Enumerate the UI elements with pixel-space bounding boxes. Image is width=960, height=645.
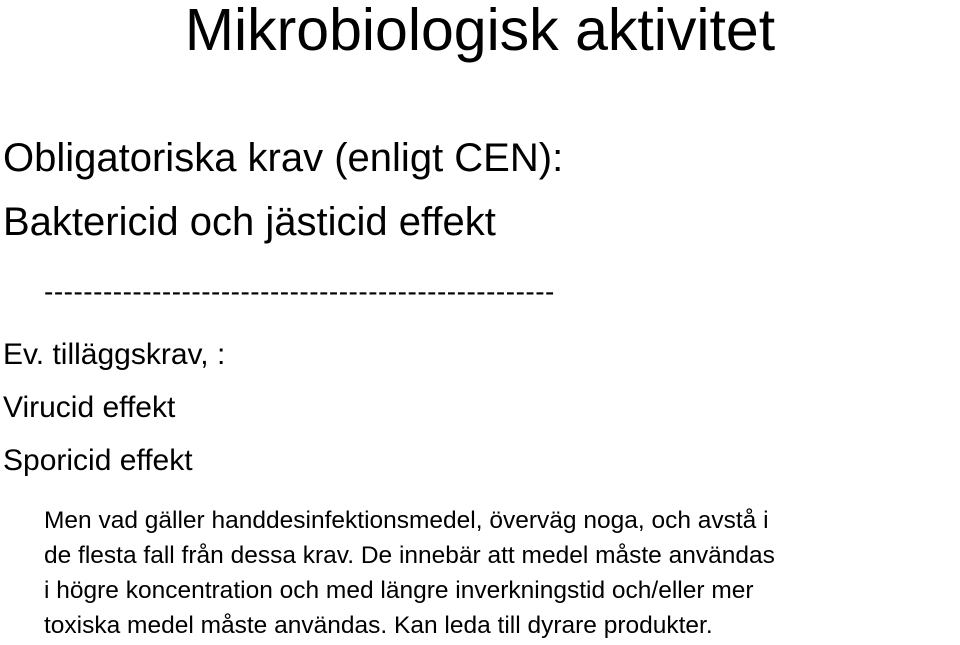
dashed-divider: ---------------------------------------------------- xyxy=(44,276,555,307)
hand-disinfectant-note xyxy=(44,503,959,643)
note-line: toxiska medel måste användas. Kan leda till dyrare produkter. xyxy=(44,612,713,639)
optional-requirement-item: Sporicid effekt xyxy=(3,444,193,477)
note-line: Men vad gäller handdesinfektionsmedel, överväg noga, och avstå i xyxy=(44,507,769,534)
optional-requirements-label: Ev. tilläggskrav, : xyxy=(3,338,226,371)
note-line: de flesta fall från dessa krav. De innebär att medel måste användas xyxy=(44,542,775,569)
note-line: i högre koncentration och med längre inverkningstid och/eller mer xyxy=(44,577,754,604)
mandatory-requirements-value: Baktericid och jästicid effekt xyxy=(3,200,496,244)
mandatory-requirements-label: Obligatoriska krav (enligt CEN): xyxy=(3,136,564,180)
optional-requirement-item: Virucid effekt xyxy=(3,391,176,424)
slide-title: Mikrobiologisk aktivitet xyxy=(184,0,776,63)
